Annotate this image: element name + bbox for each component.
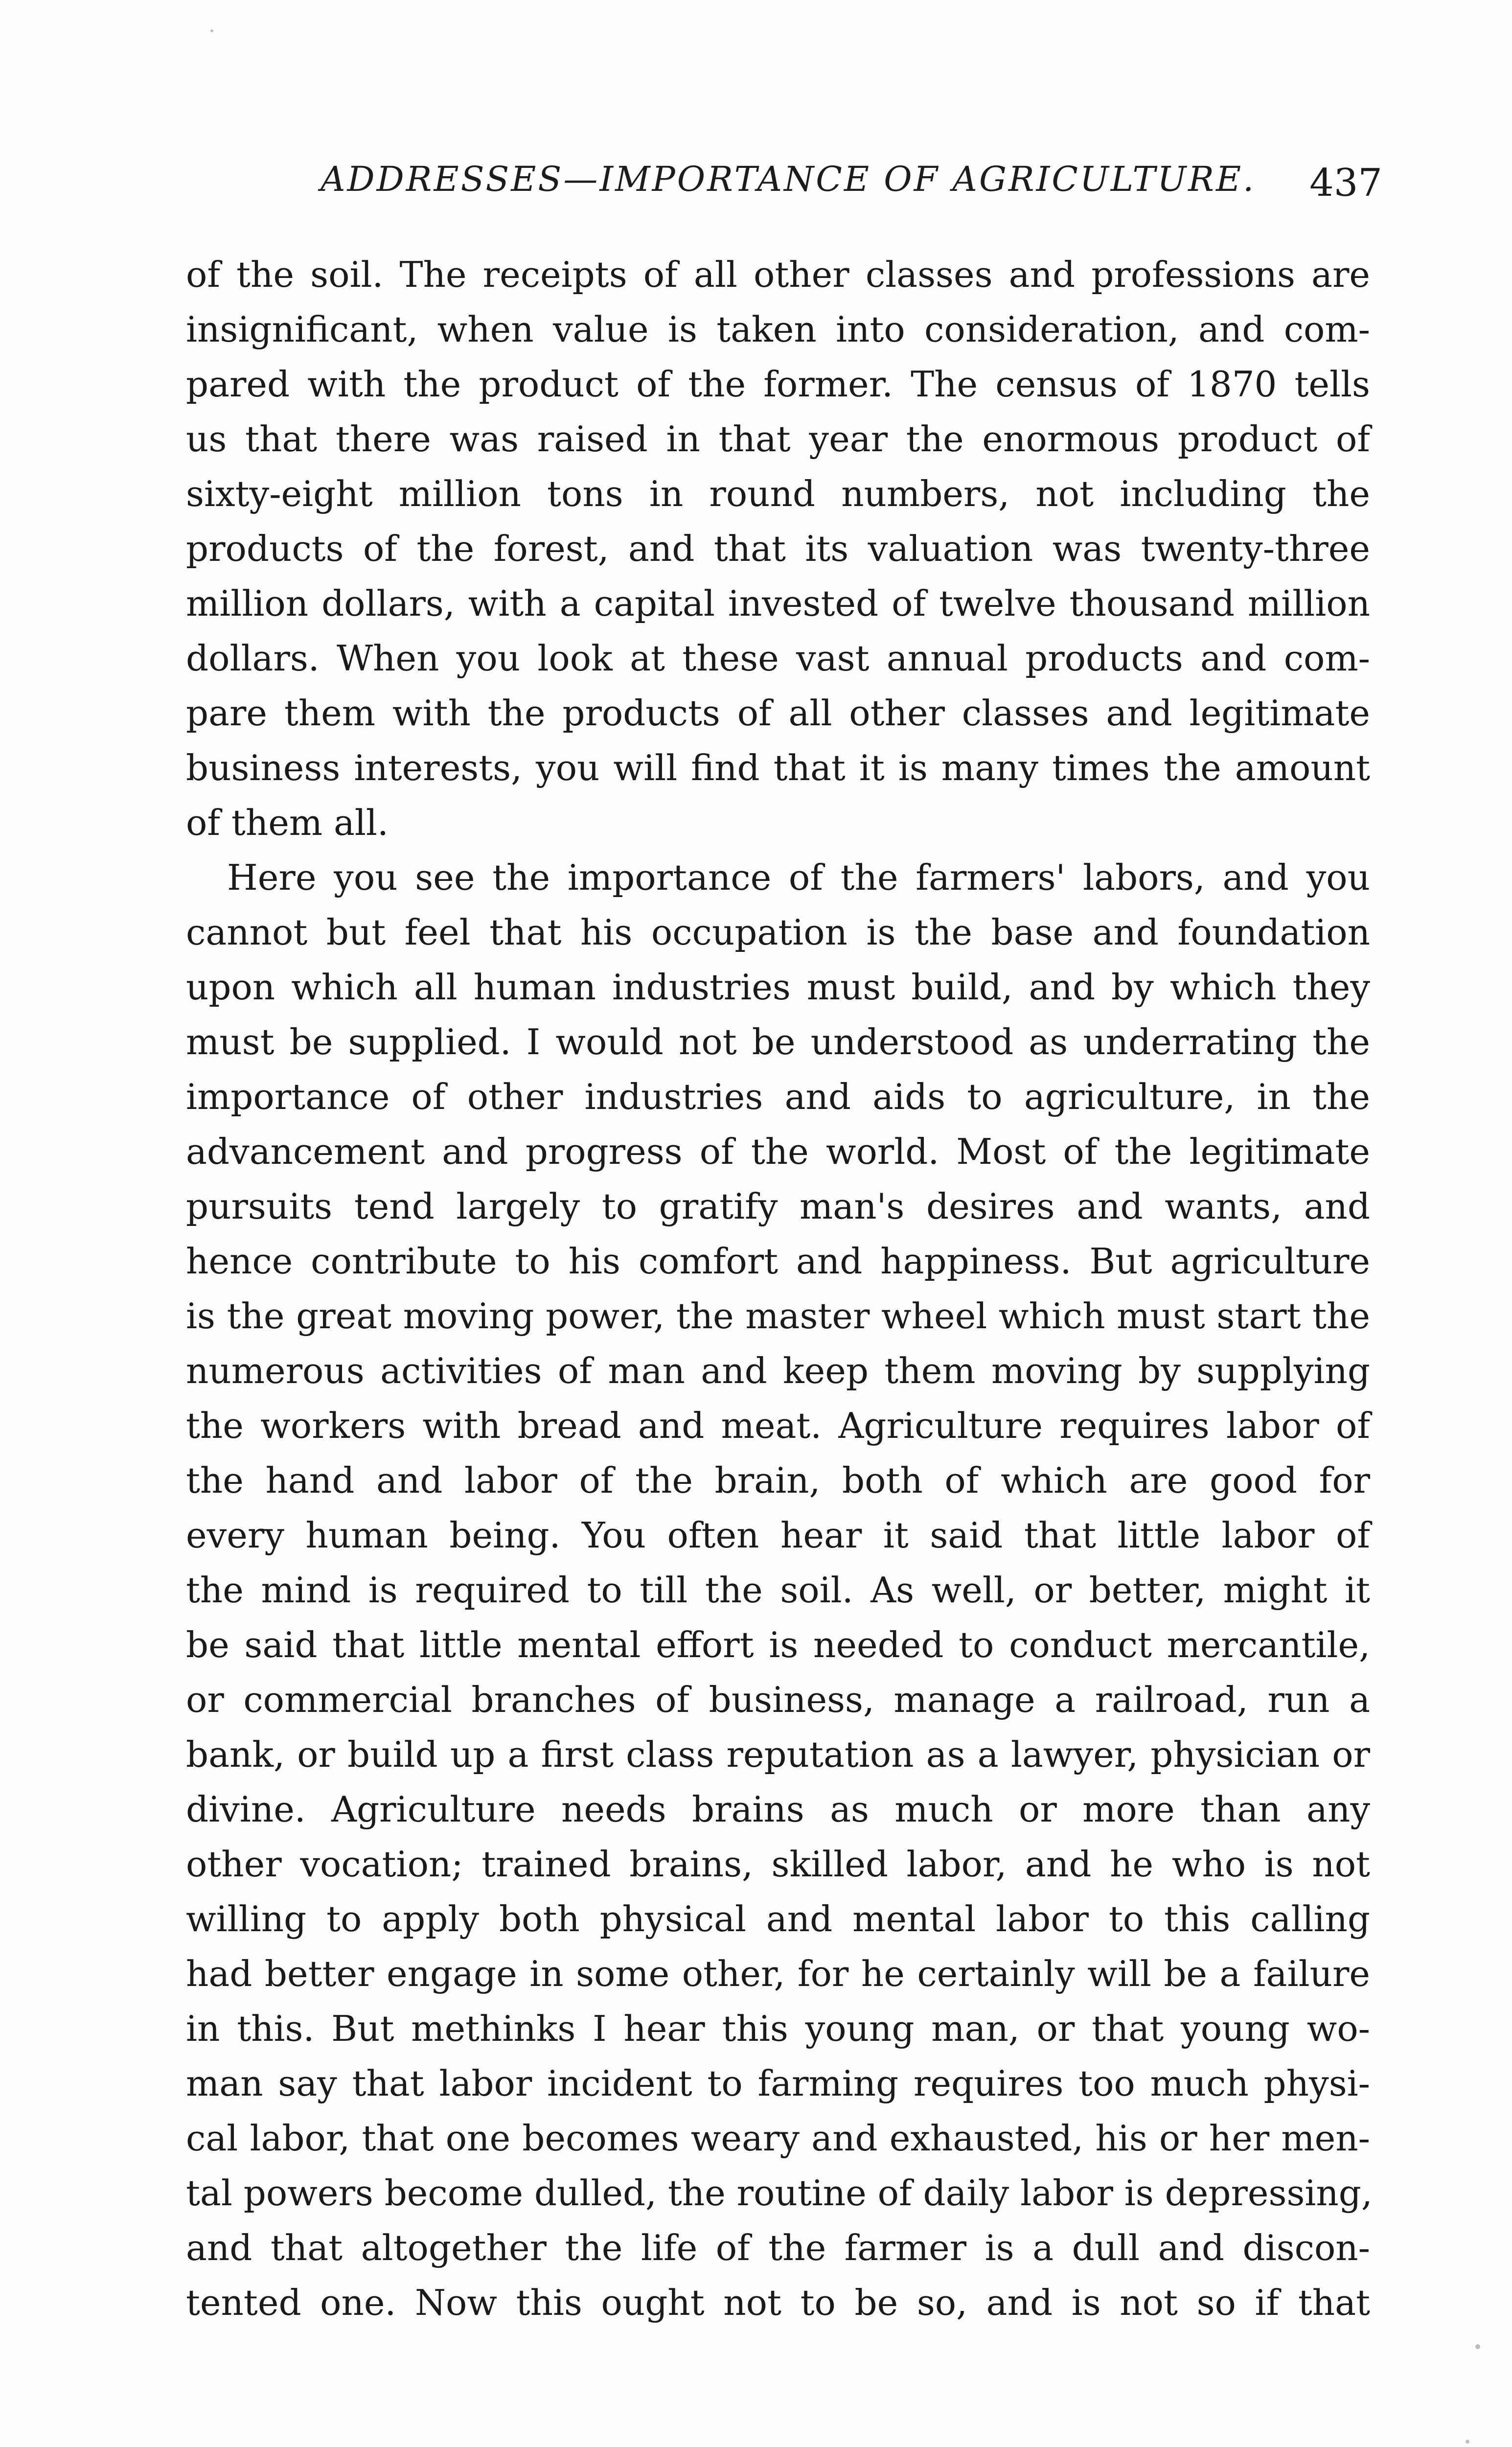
text-line: importance of other industries and aids to agriculture, in the — [186, 1076, 1370, 1117]
text-line: of the soil. The receipts of all other classes and professions are — [186, 254, 1370, 295]
text-line: insignificant, when value is taken into consideration, and com- — [186, 309, 1370, 350]
text-line: million dollars, with a capital invested of twelve thousand million — [186, 583, 1370, 624]
text-line: cal labor, that one becomes weary and exhausted, his or her men- — [186, 2118, 1370, 2159]
text-line: tented one. Now this ought not to be so, and is not so if that — [186, 2282, 1370, 2323]
text-line: or commercial branches of business, manage a railroad, run a — [186, 1679, 1370, 1720]
text-line: bank, or build up a first class reputation as a lawyer, physician or — [186, 1734, 1370, 1775]
body-text — [186, 247, 1373, 2330]
text-line: business interests, you will find that it is many times the amount — [186, 747, 1370, 788]
paper-speck — [1475, 2344, 1480, 2349]
text-line: be said that little mental effort is needed to conduct mercantile, — [186, 1624, 1370, 1665]
paper-speck — [210, 29, 213, 32]
text-line: and that altogether the life of the farmer is a dull and discon- — [186, 2227, 1370, 2268]
text-line: us that there was raised in that year the enormous product of — [186, 418, 1370, 460]
text-line: man say that labor incident to farming requires too much physi- — [186, 2063, 1370, 2104]
text-line: the hand and labor of the brain, both of which are good for — [186, 1460, 1370, 1501]
text-line: willing to apply both physical and mental labor to this calling — [186, 1898, 1370, 1939]
paper-speck — [1466, 2440, 1469, 2444]
text-line: divine. Agriculture needs brains as much or more than any — [186, 1789, 1370, 1830]
text-line: must be supplied. I would not be understood as underrating the — [186, 1021, 1370, 1062]
text-line: Here you see the importance of the farmers' labors, and you — [227, 857, 1370, 898]
text-line: other vocation; trained brains, skilled labor, and he who is not — [186, 1844, 1370, 1885]
page-number: 437 — [1309, 161, 1382, 205]
text-line: pare them with the products of all other classes and legitimate — [186, 693, 1370, 734]
text-line: is the great moving power, the master wheel which must start the — [186, 1295, 1370, 1337]
text-line: the workers with bread and meat. Agriculture requires labor of — [186, 1405, 1370, 1446]
text-line: tal powers become dulled, the routine of daily labor is depressing, — [186, 2172, 1373, 2214]
text-line: in this. But methinks I hear this young man, or that young wo- — [186, 2008, 1370, 2049]
text-line: dollars. When you look at these vast annual products and com- — [186, 638, 1370, 679]
text-line: hence contribute to his comfort and happiness. But agriculture — [186, 1241, 1370, 1282]
running-head: ADDRESSES—IMPORTANCE OF AGRICULTURE. — [321, 159, 1256, 199]
page-header — [321, 154, 1382, 213]
text-line: the mind is required to till the soil. As well, or better, might it — [186, 1570, 1370, 1611]
text-line: products of the forest, and that its valuation was twenty-three — [186, 528, 1370, 569]
text-line: of them all. — [186, 802, 389, 843]
text-line: every human being. You often hear it said that little labor of — [186, 1515, 1370, 1556]
text-line: numerous activities of man and keep them moving by supplying — [186, 1350, 1370, 1391]
text-line: cannot but feel that his occupation is the base and foundation — [186, 912, 1370, 953]
text-line: upon which all human industries must build, and by which they — [186, 967, 1370, 1008]
text-line: advancement and progress of the world. Most of the legitimate — [186, 1131, 1370, 1172]
text-line: pursuits tend largely to gratify man's desires and wants, and — [186, 1186, 1370, 1227]
text-line: had better engage in some other, for he certainly will be a failure — [186, 1953, 1370, 1994]
text-line: pared with the product of the former. The census of 1870 tells — [186, 364, 1370, 405]
text-line: sixty-eight million tons in round numbers, not including the — [186, 473, 1370, 514]
